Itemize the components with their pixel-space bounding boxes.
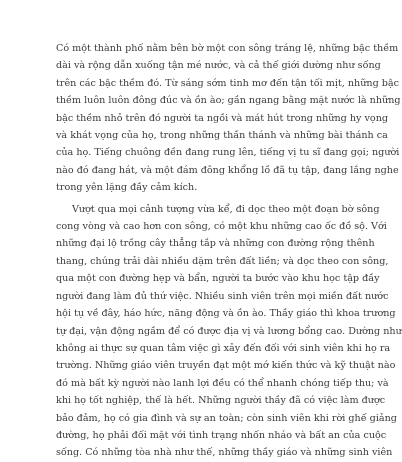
- paragraph-2: [56, 201, 402, 462]
- text-line: tự đại, vận động ngầm để có được địa vị và lương bổng cao. Dường như: [56, 325, 402, 337]
- text-line: thềm luôn luôn đông đúc và ồn ào; gần ngang bằng mặt nước là những: [56, 95, 401, 107]
- text-line: không ai thực sự quan tâm việc gì xảy đến đối với sinh viên khi họ ra: [56, 342, 391, 354]
- text-line: người đang làm đủ thứ việc. Nhiều sinh viên trên mọi miền đất nước: [56, 290, 389, 302]
- text-line: cong vòng và cao hơn con sông, có một khu những cao ốc đồ sộ. Với: [56, 221, 387, 233]
- text-line: trường. Những giáo viên truyền đạt một mớ kiến thức và kỹ thuật nào: [56, 360, 396, 372]
- text-line: khi họ tốt nghiệp, thế là hết. Những người thầy đã có việc làm được: [56, 395, 386, 407]
- text-line: bậc thềm nhỏ trên đó người ta ngồi và mát hút trong những hy vọng: [56, 112, 389, 124]
- text-line: dài và rộng dẫn xuống tận mé nước, và cả thế giới dường như sống: [56, 60, 381, 72]
- paragraph-1: [56, 40, 401, 197]
- text-line: trong yên lặng đầy cảm kích.: [56, 182, 198, 194]
- text-line: trên các bậc thềm đó. Từ sáng sớm tinh mơ đến tận tối mịt, những bậc: [56, 77, 399, 89]
- text-line: sống. Có những tòa nhà như thế, những thầy giáo và những sinh viên: [56, 447, 393, 459]
- text-line: Vượt qua mọi cảnh tượng vừa kể, đi dọc theo một đoạn bờ sông: [72, 203, 380, 215]
- text-line: và khát vọng của họ, trong những thần thánh và những bài thánh ca: [56, 130, 388, 142]
- text-line: bảo đảm, họ có gia đình và sự an toàn; còn sinh viên khi rời ghế giảng: [56, 412, 397, 424]
- text-line: nào đó đang hát, và một đám đông khổng lồ đã tụ tập, đang lắng nghe: [56, 164, 399, 176]
- text-line: thang, chúng trải dài nhiều dặm trên đất liền; và dọc theo con sông,: [56, 255, 389, 267]
- text-line: của họ. Tiếng chuông đền đang rung lên, tiếng vị tu sĩ đang gọi; người: [56, 147, 400, 159]
- text-line: đường, họ phải đối mặt với tình trạng nhốn nháo và bất an của cuộc: [56, 429, 387, 441]
- body-text: [56, 40, 402, 462]
- text-line: hội tụ về đây, háo hức, năng động và ồn ào. Thầy giáo thì khoa trương: [56, 308, 396, 320]
- text-line: qua một con đường hẹp và bẩn, người ta bước vào khu học tập đầy: [56, 273, 380, 285]
- text-line: những đại lộ trồng cây thẳng tắp và những con đường rộng thênh: [56, 238, 375, 250]
- text-line: đó mà bất kỳ người nào lanh lợi đều có thể nhanh chóng tiếp thu; và: [56, 377, 389, 389]
- text-line: Có một thành phố nằm bên bờ một con sông tráng lệ, những bậc thềm: [56, 43, 399, 54]
